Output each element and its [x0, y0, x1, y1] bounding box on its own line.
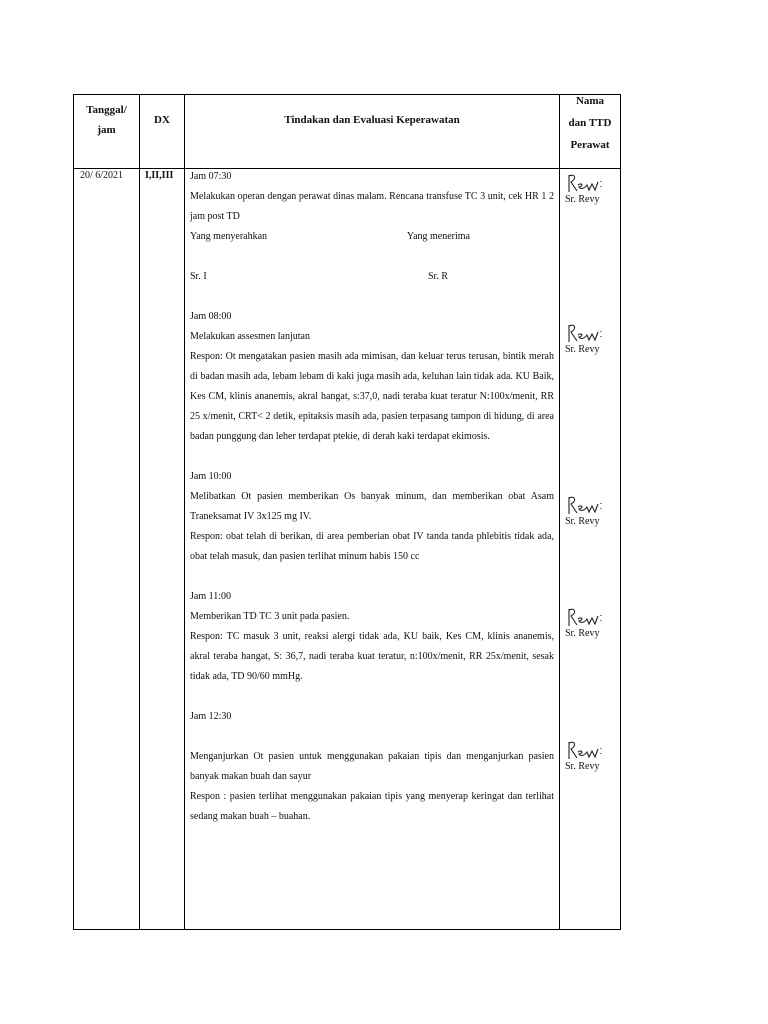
entry2-time: Jam 08:00 — [190, 311, 232, 322]
tindakan-content — [190, 167, 554, 827]
handover-names — [190, 267, 554, 287]
column-divider-perawat — [559, 94, 560, 930]
handover-receiver-label: Yang menerima — [406, 231, 470, 242]
handover-receiver-name: Sr. R — [427, 271, 448, 282]
entry2-response: Respon: Ot mengatakan pasien masih ada mimisan, dan keluar terus terusan, bintik merah di badan masih ada, lebam lebam di kaki juga masih ada, keluhan lain tidak ada. KU Baik, Kes CM, klinis ananemis, akral hangat, s:37,0, nadi teraba kuat teratur N:100x/menit, RR 25 x/menit, CRT< 2 detik, epitaksis masih ada, pasien terpasang tampon di hidung, di area badan punggung dan leher terdapat ptekie, di derah kaki terdapat ekimosis. — [190, 351, 554, 442]
row-dx: I,II,III — [145, 170, 174, 181]
table-left-border — [73, 94, 74, 930]
row-date: 20/ 6/2021 — [80, 170, 124, 181]
entry3-response: Respon: obat telah di berikan, di area pemberian obat IV tanda tanda phlebitis tidak ada, obat telah masuk, dan pasien terlihat minum habis 150 cc — [190, 531, 554, 562]
header-tindakan: Tindakan dan Evaluasi Keperawatan — [284, 114, 460, 126]
handwritten-signature — [565, 322, 607, 344]
entry4-time: Jam 11:00 — [190, 591, 232, 602]
signature-block-1 — [565, 172, 615, 205]
header-nama-line3: Perawat — [570, 139, 610, 151]
header-nama-line2: dan TTD — [568, 117, 612, 129]
signature-block-2 — [565, 322, 615, 355]
entry1-text: Melakukan operan dengan perawat dinas malam. Rencana transfuse TC 3 unit, cek HR 1 2 jam post TD — [190, 191, 554, 222]
entry5-time: Jam 12:30 — [190, 711, 232, 722]
entry5-response: Respon : pasien terlihat menggunakan pakaian tipis yang menyerap keringat dan terlihat sedang makan buah – buahan. — [190, 791, 554, 822]
entry4-action: Memberikan TD TC 3 unit pada pasien. — [190, 611, 350, 622]
signature-block-3 — [565, 494, 615, 527]
column-divider-dx — [139, 94, 140, 930]
signature-name-3: Sr. Revy — [565, 516, 600, 527]
signature-name-1: Sr. Revy — [565, 194, 600, 205]
signature-name-5: Sr. Revy — [565, 761, 600, 772]
entry3-action: Melibatkan Ot pasien memberikan Os banyak minum, dan memberikan obat Asam Traneksamat IV 3x125 mg IV. — [190, 491, 554, 522]
handover-labels — [190, 227, 554, 247]
signature-block-4 — [565, 606, 615, 639]
table-bottom-border — [73, 929, 621, 930]
handwritten-signature — [565, 494, 607, 516]
header-tanggal-line1: Tanggal/ — [86, 104, 127, 116]
handwritten-signature — [565, 739, 607, 761]
entry3-time: Jam 10:00 — [190, 471, 232, 482]
entry5-action: Menganjurkan Ot pasien untuk menggunakan pakaian tipis dan menganjurkan pasien banyak makan buah dan sayur — [190, 751, 554, 782]
signature-block-5 — [565, 739, 615, 772]
header-tanggal-line2: jam — [97, 124, 116, 136]
handover-giver-label: Yang menyerahkan — [190, 231, 268, 242]
header-nama-line1: Nama — [575, 95, 605, 107]
header-dx: DX — [154, 114, 170, 126]
handwritten-signature — [565, 606, 607, 628]
header-nama-ttd-perawat — [560, 90, 620, 156]
table-top-border — [73, 94, 621, 95]
signature-name-4: Sr. Revy — [565, 628, 600, 639]
handover-giver-name: Sr. I — [190, 271, 207, 282]
signature-name-2: Sr. Revy — [565, 344, 600, 355]
column-divider-tindakan — [184, 94, 185, 930]
table-right-border — [620, 94, 621, 930]
entry1-time: Jam 07:30 — [190, 171, 232, 182]
entry4-response: Respon: TC masuk 3 unit, reaksi alergi tidak ada, KU baik, Kes CM, klinis ananemis, akral teraba hangat, S: 36,7, nadi teraba kuat teratur, n:100x/menit, RR 25x/menit, sesak tidak ada, TD 90/60 mmHg. — [190, 631, 554, 682]
header-tanggal — [74, 100, 139, 140]
handwritten-signature — [565, 172, 607, 194]
entry2-action: Melakukan assesmen lanjutan — [190, 331, 310, 342]
